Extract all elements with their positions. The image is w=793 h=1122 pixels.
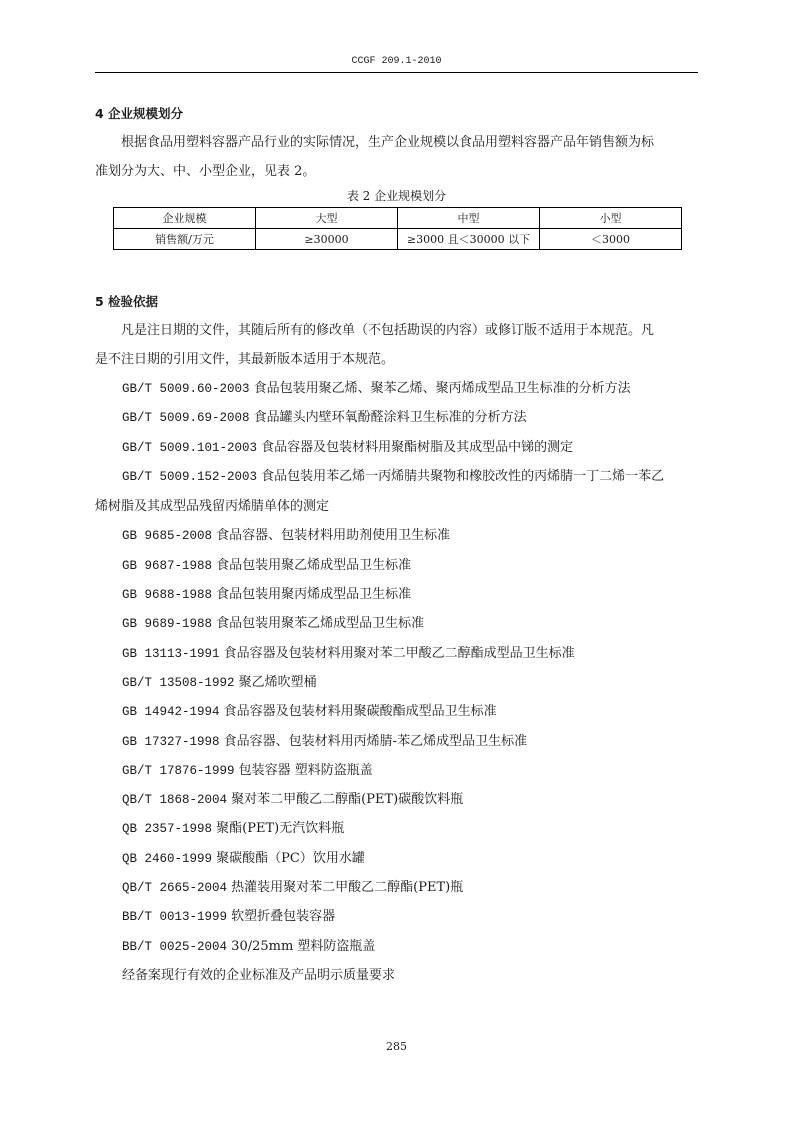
table-header-row xyxy=(114,208,682,229)
reference-list xyxy=(95,374,698,990)
row-cell-medium: ≥3000 且＜30000 以下 xyxy=(398,229,540,250)
running-header: CCGF 209.1-2010 xyxy=(351,56,442,67)
header-rule xyxy=(95,72,698,73)
list-item: QB 2357-1998 聚酯(PET)无汽饮料瓶 xyxy=(122,821,345,837)
table-row xyxy=(114,229,682,250)
section-4-paragraph xyxy=(95,128,698,186)
row-cell-large: ≥30000 xyxy=(256,229,398,250)
list-item: GB 14942-1994 食品容器及包装材料用聚碳酸酯成型品卫生标准 xyxy=(122,704,497,720)
list-item: QB/T 1868-2004 聚对苯二甲酸乙二醇酯(PET)碳酸饮料瓶 xyxy=(122,792,464,808)
list-item: QB 2460-1999 聚碳酸酯（PC）饮用水罐 xyxy=(122,850,365,866)
list-item: GB 9688-1988 食品包装用聚丙烯成型品卫生标准 xyxy=(122,587,412,603)
list-item: GB 9689-1988 食品包装用聚苯乙烯成型品卫生标准 xyxy=(122,616,425,632)
list-item: GB/T 13508-1992 聚乙烯吹塑桶 xyxy=(122,674,317,690)
table-2-caption: 表 2 企业规模划分 xyxy=(346,189,447,203)
section-5-title: 5 检验依据 xyxy=(95,294,159,309)
list-item: GB/T 5009.101-2003 食品容器及包装材料用聚酯树脂及其成型品中锑的测定 xyxy=(122,439,574,455)
section-4-title: 4 企业规模划分 xyxy=(95,106,184,121)
header-cell-medium: 中型 xyxy=(398,208,540,229)
list-item: GB 17327-1998 食品容器、包装材料用丙烯腈-苯乙烯成型品卫生标准 xyxy=(122,733,528,749)
section-5-paragraph xyxy=(95,316,698,374)
header-cell-scale: 企业规模 xyxy=(114,208,256,229)
list-item: GB/T 5009.60-2003 食品包装用聚乙烯、聚苯乙烯、聚丙烯成型品卫生标准的分析方法 xyxy=(122,381,631,396)
list-item: BB/T 0025-2004 30/25mm 塑料防盗瓶盖 xyxy=(122,938,376,954)
list-item: GB 9685-2008 食品容器、包装材料用助剂使用卫生标准 xyxy=(122,528,451,544)
closing-line: 经备案现行有效的企业标准及产品明示质量要求 xyxy=(122,967,396,983)
row-cell-small: ＜3000 xyxy=(540,229,682,250)
header-cell-small: 小型 xyxy=(540,208,682,229)
list-item: GB 9687-1988 食品包装用聚乙烯成型品卫生标准 xyxy=(122,557,412,573)
page-number: 285 xyxy=(386,1040,407,1053)
list-item: BB/T 0013-1999 软塑折叠包装容器 xyxy=(122,909,336,925)
row-cell-label: 销售额/万元 xyxy=(114,229,256,250)
header-cell-large: 大型 xyxy=(256,208,398,229)
list-item: GB 13113-1991 食品容器及包装材料用聚对苯二甲酸乙二醇酯成型品卫生标准 xyxy=(122,645,575,661)
section-5-para-line-2: 是不注日期的引用文件，其最新版本适用于本规范。 xyxy=(95,352,395,367)
list-item: GB/T 17876-1999 包装容器 塑料防盗瓶盖 xyxy=(122,762,373,778)
section-4-para-line-1: 根据食品用塑料容器产品行业的实际情况，生产企业规模以食品用塑料容器产品年销售额为标 xyxy=(121,135,655,150)
section-5-para-line-1: 凡是注日期的文件，其随后所有的修改单（不包括勘误的内容）或修订版不适用于本规范。凡 xyxy=(121,323,655,338)
section-4-para-line-2: 准划分为大、中、小型企业，见表 2。 xyxy=(95,164,316,179)
list-item: GB/T 5009.69-2008 食品罐头内壁环氧酚醛涂料卫生标准的分析方法 xyxy=(122,410,527,426)
list-item: QB/T 2665-2004 热灌装用聚对苯二甲酸乙二醇酯(PET)瓶 xyxy=(122,880,464,896)
list-item: GB/T 5009.152-2003 食品包装用苯乙烯一丙烯腈共聚物和橡胶改性的丙烯腈一丁二烯一苯乙 烯树脂及其成型品残留丙烯腈单体的测定 xyxy=(95,468,665,515)
enterprise-scale-table xyxy=(113,207,682,250)
